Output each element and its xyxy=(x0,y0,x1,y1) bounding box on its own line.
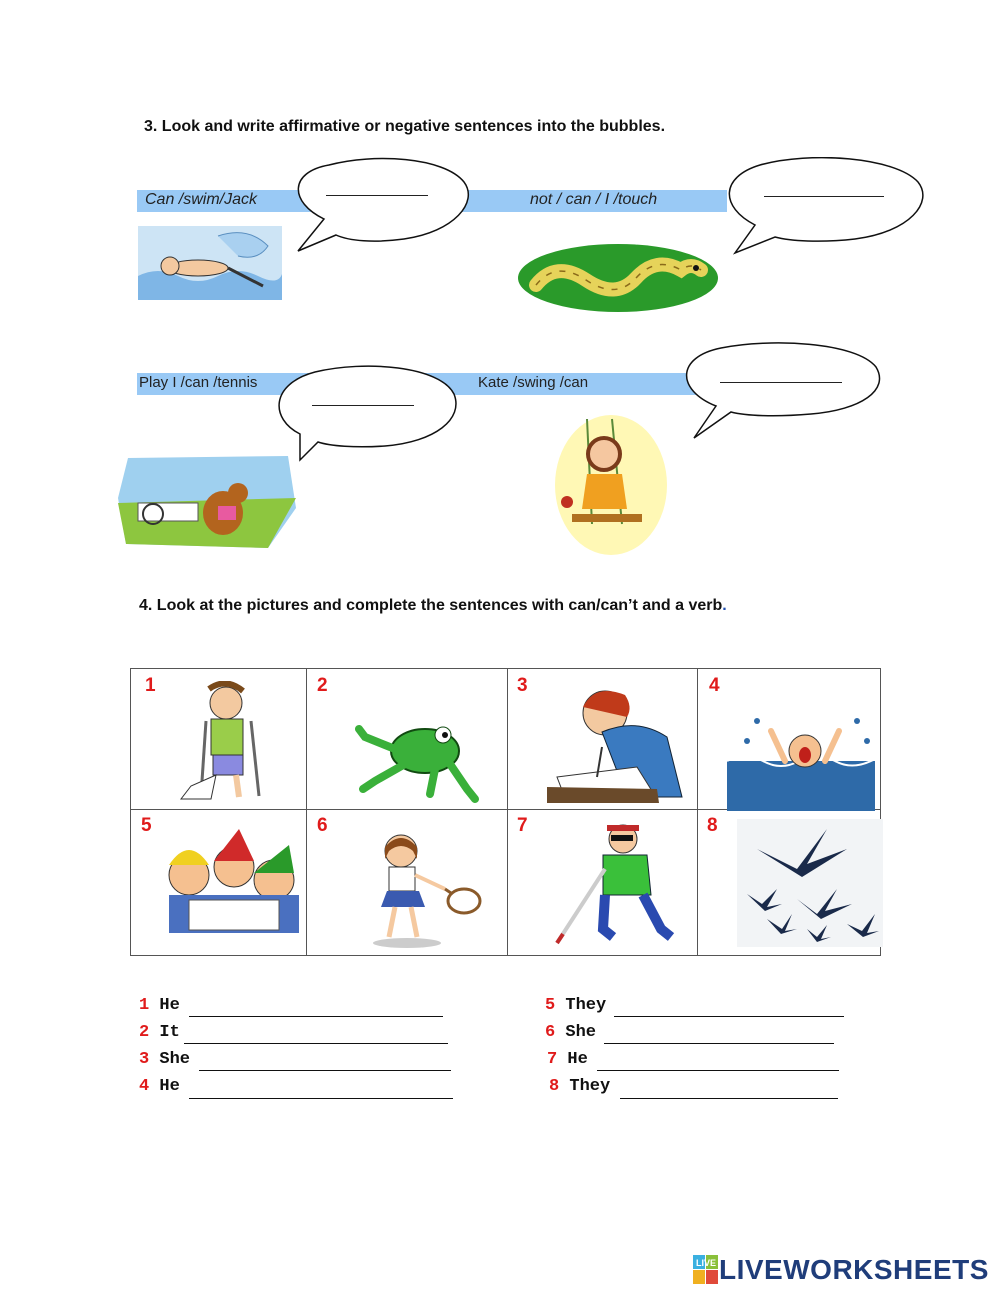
sentence-6-answer-input[interactable] xyxy=(604,1025,834,1044)
sentence-3-answer-input[interactable] xyxy=(199,1052,451,1071)
logo-text: LIVEWORKSHEETS xyxy=(719,1254,989,1285)
picture-number: 2 xyxy=(317,675,328,696)
girl-on-swing-icon xyxy=(552,414,670,556)
snake-icon xyxy=(516,240,720,316)
children-singing-icon xyxy=(159,825,309,935)
picture-number: 6 xyxy=(317,815,328,836)
sentence-6: 6 She xyxy=(545,1023,597,1042)
svg-text:LIVE: LIVE xyxy=(696,1258,717,1268)
bubble-3-answer-input[interactable] xyxy=(312,393,414,406)
liveworksheets-logo xyxy=(693,1252,989,1288)
sentence-4-answer-input[interactable] xyxy=(189,1080,453,1099)
prompt-2: not / can / I /touch xyxy=(530,191,658,208)
picture-number: 4 xyxy=(709,675,720,696)
picture-number: 8 xyxy=(707,815,718,836)
pictures-grid xyxy=(130,668,881,956)
sentence-2: 2 It xyxy=(139,1023,180,1042)
sentence-5: 5 They xyxy=(545,996,607,1015)
grid-col-divider-3 xyxy=(697,669,698,955)
picture-number: 7 xyxy=(517,815,528,836)
boy-on-crutches-icon xyxy=(171,681,271,801)
sentence-3: 3 She xyxy=(139,1050,191,1069)
bubble-1-answer-input[interactable] xyxy=(326,183,428,196)
prompt-1: Can /swim/Jack xyxy=(145,191,258,208)
frog-jumping-icon xyxy=(355,709,485,805)
exercise4-title: 4. Look at the pictures and complete the sentences with can/can’t and a verb. xyxy=(139,597,727,614)
grid-col-divider-2 xyxy=(507,669,508,955)
sentence-1-answer-input[interactable] xyxy=(189,998,443,1017)
speech-bubble-4 xyxy=(676,342,886,442)
speech-bubble-3 xyxy=(270,364,462,464)
sentence-7: 7 He xyxy=(547,1050,588,1069)
boy-writing-icon xyxy=(547,677,687,803)
sentence-8-answer-input[interactable] xyxy=(620,1080,838,1099)
speech-bubble-2 xyxy=(720,157,930,257)
picture-number: 5 xyxy=(141,815,152,836)
prompt-3: Play I /can /tennis xyxy=(139,374,258,391)
sentence-1: 1 He xyxy=(139,996,180,1015)
picture-number: 1 xyxy=(145,675,156,696)
sentence-8: 8 They xyxy=(549,1077,611,1096)
blind-man-with-cane-icon xyxy=(543,819,693,949)
boy-swimming-icon xyxy=(138,226,282,300)
prompt-4: Kate /swing /can xyxy=(478,374,589,391)
picture-number: 3 xyxy=(517,675,528,696)
sentence-5-answer-input[interactable] xyxy=(614,998,844,1017)
person-drowning-icon xyxy=(727,701,875,811)
sentence-4: 4 He xyxy=(139,1077,180,1096)
girl-playing-tennis-icon xyxy=(359,829,485,951)
exercise3-title: 3. Look and write affirmative or negative sentences into the bubbles. xyxy=(144,118,666,135)
monkey-tennis-icon xyxy=(118,448,298,550)
swallows-flying-icon xyxy=(737,819,883,947)
sentence-7-answer-input[interactable] xyxy=(597,1052,839,1071)
sentence-2-answer-input[interactable] xyxy=(184,1025,448,1044)
live-badge-icon xyxy=(693,1255,719,1285)
speech-bubble-1 xyxy=(284,157,474,257)
bubble-4-answer-input[interactable] xyxy=(720,370,842,383)
bubble-2-answer-input[interactable] xyxy=(764,184,884,197)
